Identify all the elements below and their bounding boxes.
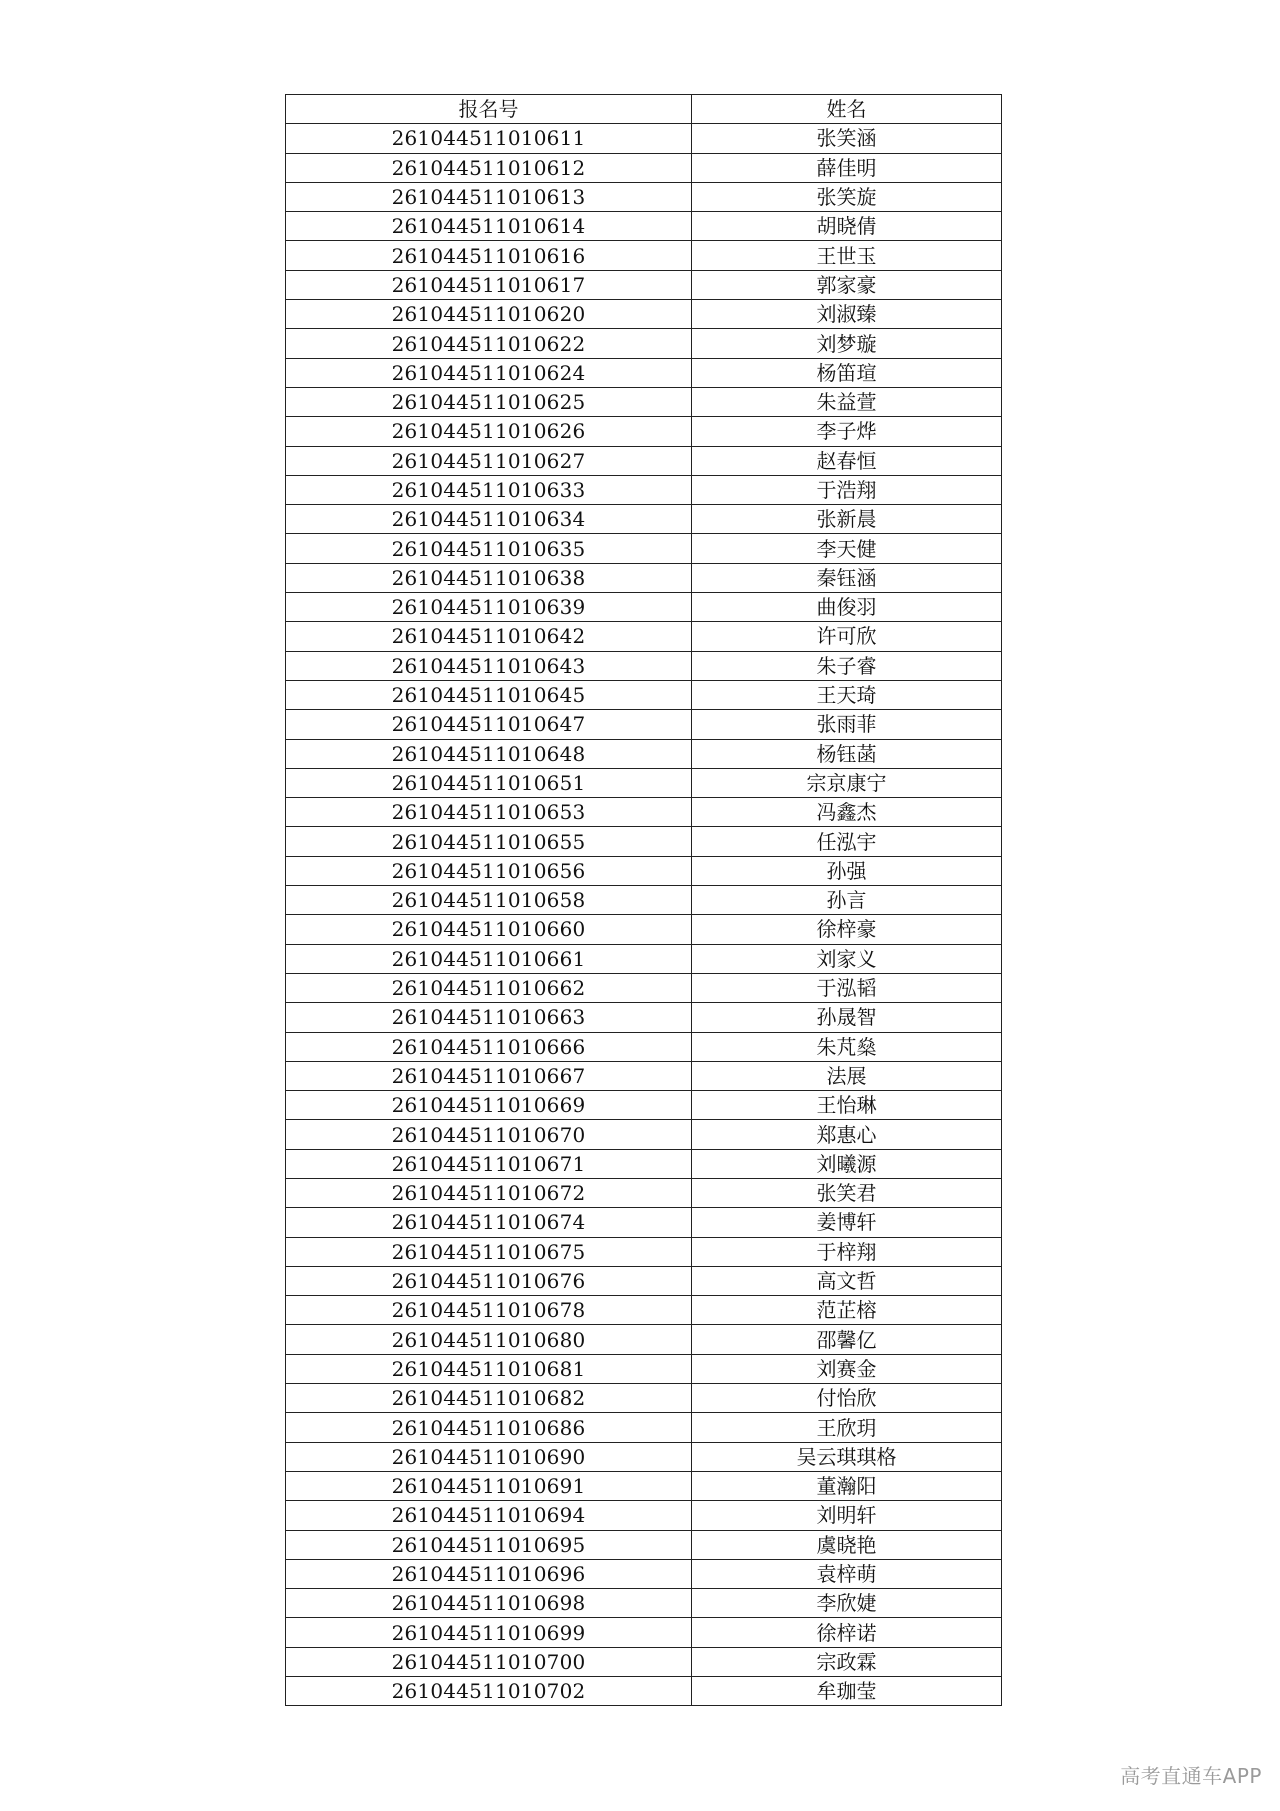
name-cell: 张新晨 bbox=[692, 505, 1002, 534]
registration-number-cell: 261044511010622 bbox=[286, 329, 692, 358]
name-cell: 刘家义 bbox=[692, 944, 1002, 973]
table-row bbox=[286, 182, 1002, 211]
table-row bbox=[286, 1471, 1002, 1500]
name-cell: 于浩翔 bbox=[692, 475, 1002, 504]
registration-number-cell: 261044511010661 bbox=[286, 944, 692, 973]
roster-table bbox=[285, 94, 1002, 1706]
registration-number-cell: 261044511010655 bbox=[286, 827, 692, 856]
column-header-name: 姓名 bbox=[692, 95, 1002, 124]
table-row bbox=[286, 1032, 1002, 1061]
name-cell: 姜博轩 bbox=[692, 1208, 1002, 1237]
table-row bbox=[286, 651, 1002, 680]
registration-number-cell: 261044511010616 bbox=[286, 241, 692, 270]
registration-number-cell: 261044511010667 bbox=[286, 1061, 692, 1090]
table-row bbox=[286, 446, 1002, 475]
table-row bbox=[286, 417, 1002, 446]
table-row bbox=[286, 270, 1002, 299]
registration-number-cell: 261044511010633 bbox=[286, 475, 692, 504]
table-row bbox=[286, 1208, 1002, 1237]
registration-number-cell: 261044511010681 bbox=[286, 1354, 692, 1383]
table-header-row bbox=[286, 95, 1002, 124]
name-cell: 牟珈莹 bbox=[692, 1677, 1002, 1706]
name-cell: 董瀚阳 bbox=[692, 1471, 1002, 1500]
table-row bbox=[286, 1677, 1002, 1706]
name-cell: 袁梓萌 bbox=[692, 1559, 1002, 1588]
table-row bbox=[286, 1618, 1002, 1647]
registration-number-cell: 261044511010660 bbox=[286, 915, 692, 944]
name-cell: 孙晟智 bbox=[692, 1003, 1002, 1032]
registration-number-cell: 261044511010651 bbox=[286, 768, 692, 797]
name-cell: 徐梓豪 bbox=[692, 915, 1002, 944]
table-row bbox=[286, 1091, 1002, 1120]
registration-number-cell: 261044511010694 bbox=[286, 1501, 692, 1530]
table-row bbox=[286, 387, 1002, 416]
table-row bbox=[286, 358, 1002, 387]
name-cell: 张雨菲 bbox=[692, 710, 1002, 739]
roster-sheet bbox=[285, 94, 1001, 1706]
table-row bbox=[286, 1501, 1002, 1530]
registration-number-cell: 261044511010674 bbox=[286, 1208, 692, 1237]
registration-number-cell: 261044511010695 bbox=[286, 1530, 692, 1559]
registration-number-cell: 261044511010696 bbox=[286, 1559, 692, 1588]
registration-number-cell: 261044511010620 bbox=[286, 300, 692, 329]
table-row bbox=[286, 475, 1002, 504]
registration-number-cell: 261044511010666 bbox=[286, 1032, 692, 1061]
table-row bbox=[286, 534, 1002, 563]
registration-number-cell: 261044511010663 bbox=[286, 1003, 692, 1032]
name-cell: 朱益萱 bbox=[692, 387, 1002, 416]
registration-number-cell: 261044511010676 bbox=[286, 1266, 692, 1295]
table-row bbox=[286, 1530, 1002, 1559]
name-cell: 许可欣 bbox=[692, 622, 1002, 651]
table-row bbox=[286, 856, 1002, 885]
registration-number-cell: 261044511010611 bbox=[286, 124, 692, 153]
registration-number-cell: 261044511010643 bbox=[286, 651, 692, 680]
name-cell: 王世玉 bbox=[692, 241, 1002, 270]
registration-number-cell: 261044511010645 bbox=[286, 680, 692, 709]
name-cell: 李子烨 bbox=[692, 417, 1002, 446]
table-row bbox=[286, 124, 1002, 153]
registration-number-cell: 261044511010702 bbox=[286, 1677, 692, 1706]
table-row bbox=[286, 1003, 1002, 1032]
name-cell: 张笑涵 bbox=[692, 124, 1002, 153]
table-row bbox=[286, 329, 1002, 358]
name-cell: 曲俊羽 bbox=[692, 593, 1002, 622]
registration-number-cell: 261044511010672 bbox=[286, 1178, 692, 1207]
name-cell: 王怡琳 bbox=[692, 1091, 1002, 1120]
name-cell: 孙强 bbox=[692, 856, 1002, 885]
registration-number-cell: 261044511010699 bbox=[286, 1618, 692, 1647]
registration-number-cell: 261044511010690 bbox=[286, 1442, 692, 1471]
name-cell: 刘淑臻 bbox=[692, 300, 1002, 329]
name-cell: 邵馨亿 bbox=[692, 1325, 1002, 1354]
registration-number-cell: 261044511010635 bbox=[286, 534, 692, 563]
registration-number-cell: 261044511010682 bbox=[286, 1384, 692, 1413]
table-row bbox=[286, 241, 1002, 270]
table-row bbox=[286, 798, 1002, 827]
table-row bbox=[286, 1413, 1002, 1442]
table-row bbox=[286, 505, 1002, 534]
registration-number-cell: 261044511010639 bbox=[286, 593, 692, 622]
name-cell: 高文哲 bbox=[692, 1266, 1002, 1295]
name-cell: 冯鑫杰 bbox=[692, 798, 1002, 827]
name-cell: 徐梓诺 bbox=[692, 1618, 1002, 1647]
table-row bbox=[286, 1647, 1002, 1676]
table-row bbox=[286, 1589, 1002, 1618]
name-cell: 虞晓艳 bbox=[692, 1530, 1002, 1559]
registration-number-cell: 261044511010686 bbox=[286, 1413, 692, 1442]
name-cell: 杨笛瑄 bbox=[692, 358, 1002, 387]
table-row bbox=[286, 680, 1002, 709]
registration-number-cell: 261044511010675 bbox=[286, 1237, 692, 1266]
name-cell: 刘赛金 bbox=[692, 1354, 1002, 1383]
table-row bbox=[286, 563, 1002, 592]
registration-number-cell: 261044511010653 bbox=[286, 798, 692, 827]
column-header-registration-number: 报名号 bbox=[286, 95, 692, 124]
registration-number-cell: 261044511010613 bbox=[286, 182, 692, 211]
table-row bbox=[286, 1354, 1002, 1383]
name-cell: 王天琦 bbox=[692, 680, 1002, 709]
registration-number-cell: 261044511010656 bbox=[286, 856, 692, 885]
registration-number-cell: 261044511010647 bbox=[286, 710, 692, 739]
table-row bbox=[286, 300, 1002, 329]
name-cell: 李欣婕 bbox=[692, 1589, 1002, 1618]
watermark: 高考直通车APP bbox=[1120, 1764, 1262, 1788]
table-row bbox=[286, 1120, 1002, 1149]
table-row bbox=[286, 1061, 1002, 1090]
name-cell: 刘梦璇 bbox=[692, 329, 1002, 358]
name-cell: 法展 bbox=[692, 1061, 1002, 1090]
name-cell: 张笑旋 bbox=[692, 182, 1002, 211]
roster-body bbox=[286, 124, 1002, 1706]
registration-number-cell: 261044511010680 bbox=[286, 1325, 692, 1354]
table-row bbox=[286, 622, 1002, 651]
name-cell: 秦钰涵 bbox=[692, 563, 1002, 592]
table-row bbox=[286, 973, 1002, 1002]
table-row bbox=[286, 1296, 1002, 1325]
registration-number-cell: 261044511010671 bbox=[286, 1149, 692, 1178]
registration-number-cell: 261044511010612 bbox=[286, 153, 692, 182]
name-cell: 胡晓倩 bbox=[692, 212, 1002, 241]
name-cell: 宗政霖 bbox=[692, 1647, 1002, 1676]
table-row bbox=[286, 1266, 1002, 1295]
name-cell: 付怡欣 bbox=[692, 1384, 1002, 1413]
table-row bbox=[286, 768, 1002, 797]
registration-number-cell: 261044511010626 bbox=[286, 417, 692, 446]
name-cell: 范芷榕 bbox=[692, 1296, 1002, 1325]
registration-number-cell: 261044511010658 bbox=[286, 886, 692, 915]
registration-number-cell: 261044511010627 bbox=[286, 446, 692, 475]
registration-number-cell: 261044511010662 bbox=[286, 973, 692, 1002]
name-cell: 杨钰菡 bbox=[692, 739, 1002, 768]
registration-number-cell: 261044511010617 bbox=[286, 270, 692, 299]
name-cell: 赵春恒 bbox=[692, 446, 1002, 475]
table-row bbox=[286, 739, 1002, 768]
name-cell: 刘曦源 bbox=[692, 1149, 1002, 1178]
table-row bbox=[286, 1384, 1002, 1413]
name-cell: 于泓韬 bbox=[692, 973, 1002, 1002]
registration-number-cell: 261044511010625 bbox=[286, 387, 692, 416]
table-row bbox=[286, 1237, 1002, 1266]
table-row bbox=[286, 1325, 1002, 1354]
registration-number-cell: 261044511010634 bbox=[286, 505, 692, 534]
registration-number-cell: 261044511010624 bbox=[286, 358, 692, 387]
table-row bbox=[286, 1149, 1002, 1178]
registration-number-cell: 261044511010698 bbox=[286, 1589, 692, 1618]
table-row bbox=[286, 886, 1002, 915]
name-cell: 于梓翔 bbox=[692, 1237, 1002, 1266]
table-row bbox=[286, 1442, 1002, 1471]
name-cell: 宗京康宁 bbox=[692, 768, 1002, 797]
name-cell: 孙言 bbox=[692, 886, 1002, 915]
registration-number-cell: 261044511010678 bbox=[286, 1296, 692, 1325]
registration-number-cell: 261044511010670 bbox=[286, 1120, 692, 1149]
registration-number-cell: 261044511010700 bbox=[286, 1647, 692, 1676]
registration-number-cell: 261044511010691 bbox=[286, 1471, 692, 1500]
registration-number-cell: 261044511010669 bbox=[286, 1091, 692, 1120]
table-row bbox=[286, 593, 1002, 622]
table-row bbox=[286, 827, 1002, 856]
table-row bbox=[286, 710, 1002, 739]
table-row bbox=[286, 944, 1002, 973]
registration-number-cell: 261044511010638 bbox=[286, 563, 692, 592]
registration-number-cell: 261044511010614 bbox=[286, 212, 692, 241]
table-row bbox=[286, 915, 1002, 944]
table-row bbox=[286, 153, 1002, 182]
name-cell: 朱芃燊 bbox=[692, 1032, 1002, 1061]
registration-number-cell: 261044511010642 bbox=[286, 622, 692, 651]
name-cell: 李天健 bbox=[692, 534, 1002, 563]
name-cell: 吴云琪琪格 bbox=[692, 1442, 1002, 1471]
name-cell: 朱子睿 bbox=[692, 651, 1002, 680]
name-cell: 郭家豪 bbox=[692, 270, 1002, 299]
name-cell: 任泓宇 bbox=[692, 827, 1002, 856]
registration-number-cell: 261044511010648 bbox=[286, 739, 692, 768]
name-cell: 王欣玥 bbox=[692, 1413, 1002, 1442]
name-cell: 薛佳明 bbox=[692, 153, 1002, 182]
name-cell: 郑惠心 bbox=[692, 1120, 1002, 1149]
table-row bbox=[286, 1559, 1002, 1588]
name-cell: 张笑君 bbox=[692, 1178, 1002, 1207]
table-row bbox=[286, 1178, 1002, 1207]
name-cell: 刘明轩 bbox=[692, 1501, 1002, 1530]
table-row bbox=[286, 212, 1002, 241]
